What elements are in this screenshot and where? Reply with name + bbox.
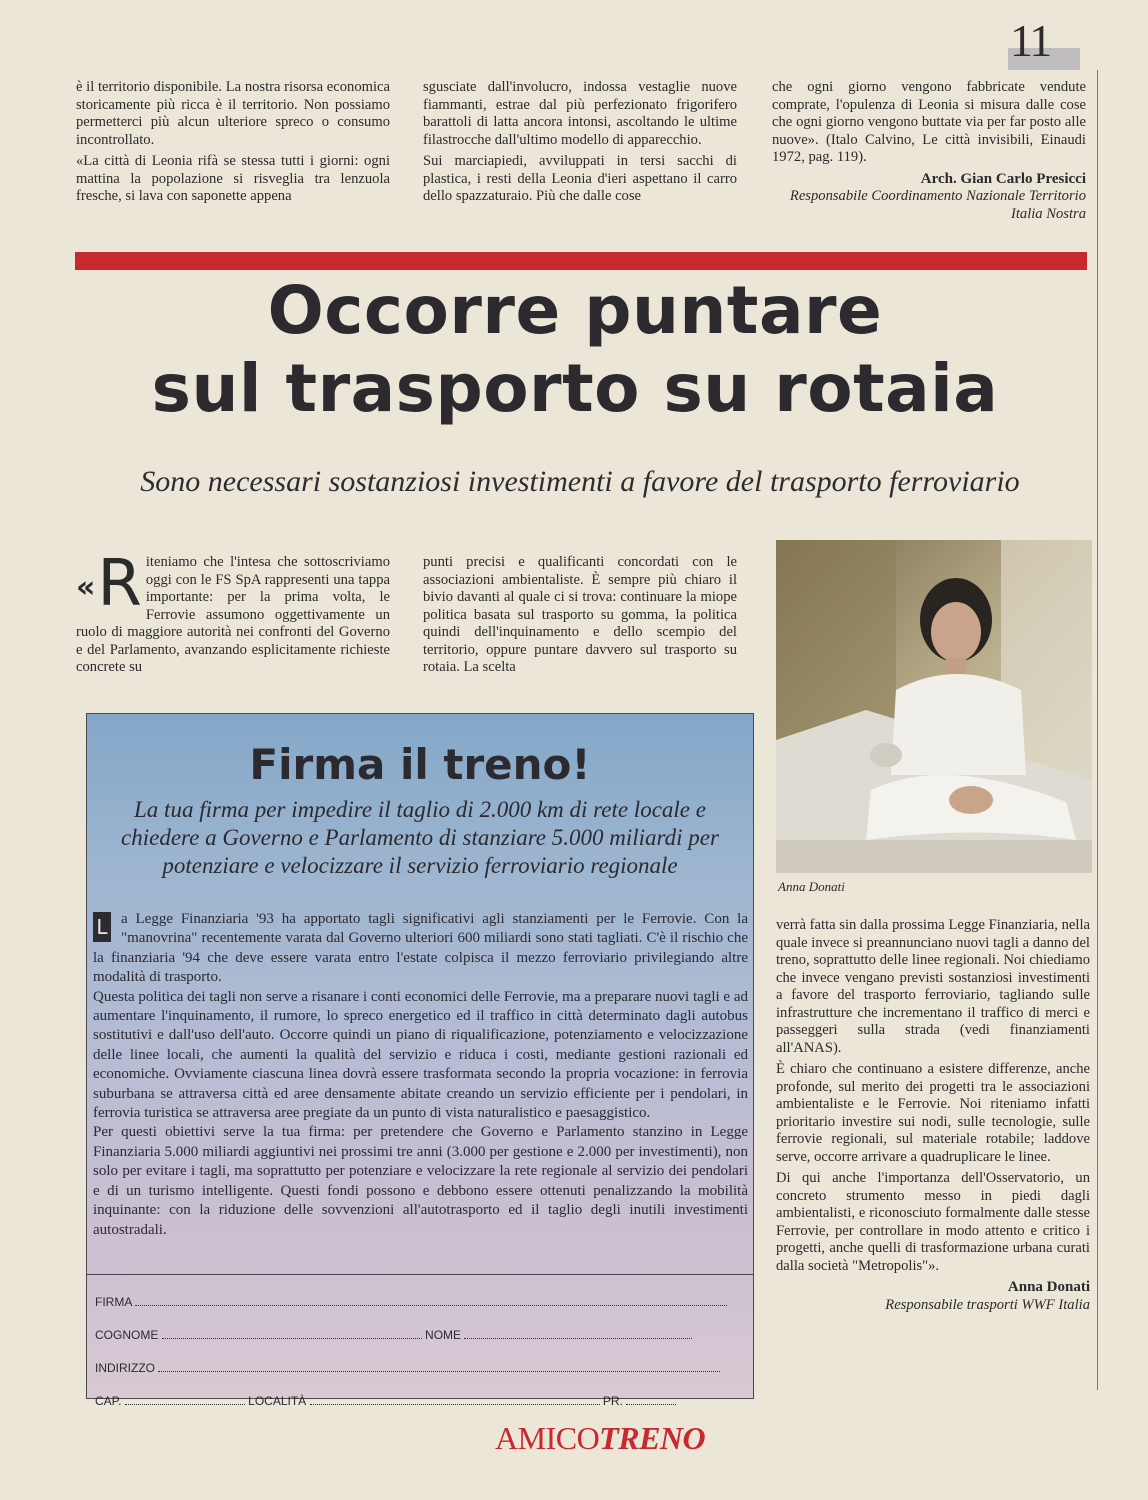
subtitle: Sono necessari sostanziosi investimenti a favore del trasporto ferroviario: [140, 465, 1020, 498]
form-row-firma: [95, 1295, 727, 1309]
top-article-col3: [772, 79, 1086, 223]
form-row-indirizzo: [95, 1361, 720, 1375]
petition-paragraph: Per questi obiettivi serve la tua firma: per pretendere che Governo e Parlamento stanzino in Legge Finanziaria 5.000 miliardi aggiuntivi nei prossimi tre anni (3.000 per gestione e 2.000 per investimenti), non solo per evitare i tagli, ma soprattutto per potenziare e velocizzare la rete regionale al servizio dei pendolari e di un turismo intelligente. Questi fondi possono e debbono essere ottenuti penalizzando la mobilità inquinante: con la riduzione delle sovvenzioni all'autotrasporto ed il taglio degli inutili investimenti autostradali.: [93, 1124, 748, 1238]
petition-subtitle: La tua firma per impedire il taglio di 2.000 km di rete locale e chiedere a Governo e Parlamento di stanziare 5.000 miliardi per potenziare e velocizzare il servizio ferroviario regionale: [121, 797, 719, 878]
petition-box: [86, 713, 754, 1408]
firma-label: FIRMA: [95, 1295, 132, 1309]
top-article-col1: [76, 79, 390, 210]
article-paragraph: Di qui anche l'importanza dell'Osservatorio, un concreto strumento messo in piedi dagli ambientalisti, e riconosciuto formalmente dalle stesse Ferrovie, per controllare in modo attento e critico i progetti, anche quelli di trasformazione urbana curati dalla società "Metropolis"».: [776, 1170, 1090, 1274]
magazine-logo: [495, 1420, 705, 1457]
signature-name: Anna Donati: [1007, 1279, 1090, 1295]
form-row-name: [95, 1328, 692, 1342]
quote-mark: «: [76, 570, 96, 605]
nome-label: NOME: [425, 1328, 462, 1342]
petition-title: Firma il treno!: [249, 740, 591, 789]
section-divider: [75, 252, 1087, 270]
logo-part-1: AMICO: [495, 1420, 600, 1456]
indirizzo-field[interactable]: [158, 1361, 720, 1372]
localita-label: LOCALITÀ: [248, 1394, 307, 1408]
petition-paragraph: L a Legge Finanziaria '93 ha apportato tagli significativi agli stanziamenti per le Ferrovie. Con la "manovrina" recentemente varata dal Governo ulteriori 600 miliardi sono stati tagliati. C'è il rischio che la finanziaria '94 che deve essere varata entro l'estate colpisca il mezzo ferroviario privilegiando altre modalità di trasporto.: [93, 911, 748, 986]
firma-field[interactable]: [135, 1295, 727, 1306]
form-row-address: [95, 1394, 676, 1408]
portrait-photo: [776, 540, 1092, 873]
article-paragraph: È chiaro che continuano a esistere differenze, anche profonde, sul merito dei progetti tra le associazioni ambientaliste e le Ferrovie. Noi riteniamo infatti prioritario investire sui nodi, sulle tecnologie, sulle ferrovie regionali, sul materiale rotabile; laddove serve, occorre arrivare a quadruplicare le linee.: [776, 1061, 1090, 1165]
headline: [60, 272, 1090, 428]
signature-form: [87, 1274, 753, 1408]
photo-caption: Anna Donati: [778, 879, 845, 894]
top-paragraph: «La città di Leonia rifà se stessa tutti i giorni: ogni mattina la popolazione si risveglia tra lenzuola fresche, si lava con saponette appena: [76, 153, 390, 204]
cognome-label: COGNOME: [95, 1328, 159, 1342]
top-signature-name: Arch. Gian Carlo Presicci: [920, 170, 1086, 187]
dropcap: [76, 547, 142, 621]
nome-field[interactable]: [464, 1328, 692, 1339]
article-text: punti precisi e qualificanti concordati con le associazioni ambientaliste. È sempre più chiaro il bivio davanti al quale ci si trova: continuare la miope politica basata sul trasporto su gomma, la politica quindi dell'inquinamento e dello scempio del territorio, oppure puntare davvero sul trasporto su rotaia. La scelta: [423, 554, 737, 675]
top-paragraph: è il territorio disponibile. La nostra risorsa economica storicamente più ricca è il territorio. Non possiamo permetterci più alcun ulteriore spreco o consumo incontrollato.: [76, 79, 390, 148]
headline-line-1: Occorre puntare: [267, 272, 883, 349]
localita-field[interactable]: [310, 1394, 600, 1405]
dropcap-letter: R: [97, 547, 142, 621]
indirizzo-label: INDIRIZZO: [95, 1361, 155, 1375]
column-rule: [1097, 70, 1098, 1390]
page-number: 11: [1010, 15, 1051, 66]
logo-part-2: TRENO: [599, 1420, 706, 1456]
petition-dropcap: L: [93, 912, 111, 942]
article-lead-text: iteniamo che l'intesa che sottoscriviamo oggi con le FS SpA rappresenti una tappa importante: per la prima volta, le Ferrovie assumono oggettivamente un ruolo di maggiore autorità nei confronti del Governo e del Parlamento, avanzando esplicitamente richieste concrete su: [76, 554, 390, 675]
top-signature-role: Responsabile Coordinamento Nazionale Territorio Italia Nostra: [789, 188, 1086, 222]
top-paragraph: Sui marciapiedi, avviluppati in tersi sacchi di plastica, i resti della Leonia d'ieri aspettano il carro dello spazzaturaio. Più che dalle cose: [423, 153, 737, 204]
cap-field[interactable]: [125, 1394, 245, 1405]
top-article-col2: [423, 79, 737, 210]
portrait-illustration: [776, 540, 1092, 873]
pr-label: PR.: [602, 1394, 623, 1408]
article-paragraph: verrà fatta sin dalla prossima Legge Finanziaria, nella quale invece si preannunciano nuovi tagli a danno del treno, soprattutto delle linee regionali. Noi chiediamo che invece vengano previsti sostanziosi investimenti a favore del trasporto ferroviario, tagliando sulle infrastrutture che incrementano il traffico di merci e passeggeri sulla strada (vedi finanziamenti all'ANAS).: [776, 917, 1090, 1056]
article-col3: [776, 917, 1090, 1314]
signature-role: Responsabile trasporti WWF Italia: [885, 1296, 1090, 1313]
top-paragraph: sgusciate dall'involucro, indossa vestaglie nuove fiammanti, estrae dal più perfezionato frigorifero barattoli di latta ancora intonsi, ascoltando le ultime filastrocche dall'ultimo modello di apparecchio.: [423, 79, 737, 148]
cap-label: CAP.: [95, 1394, 122, 1408]
pr-field[interactable]: [626, 1394, 676, 1405]
petition-text: [93, 910, 748, 1240]
headline-line-2: sul trasporto su rotaia: [151, 350, 999, 427]
petition-paragraph: Questa politica dei tagli non serve a risanare i conti economici delle Ferrovie, ma a preparare nuovi tagli e ad aumentare l'inquinamento, il rumore, lo spreco energetico ed il traffico in città determinato dagli autobus sostitutivi e dall'uso dell'auto. Occorre quindi un piano di riqualificazione, potenziamento e velocizzazione delle linee locali, che aumenti la qualità del servizio e riduca i costi, mediante gestioni razionali ed economiche. Ovviamente ciascuna linea dovrà essere trasformata secondo la propria vocazione: in ferrovia suburbana se attraversa città ed aree densamente abitate creando un servizio efficiente per i pendolari, in ferrovia turistica se attraversa aree pregiate da un punto di vista naturalistico e paesaggistico.: [93, 988, 748, 1122]
article-col2: [423, 554, 737, 677]
top-paragraph: che ogni giorno vengono fabbricate vendute comprate, l'opulenza di Leonia si misura dalle cose che ogni giorno vengono buttate via per far posto alle nuove». (Italo Calvino, Le città invisibili, Einaudi 1972, pag. 119).: [772, 79, 1086, 165]
cognome-field[interactable]: [162, 1328, 422, 1339]
article-col1: [76, 547, 390, 677]
